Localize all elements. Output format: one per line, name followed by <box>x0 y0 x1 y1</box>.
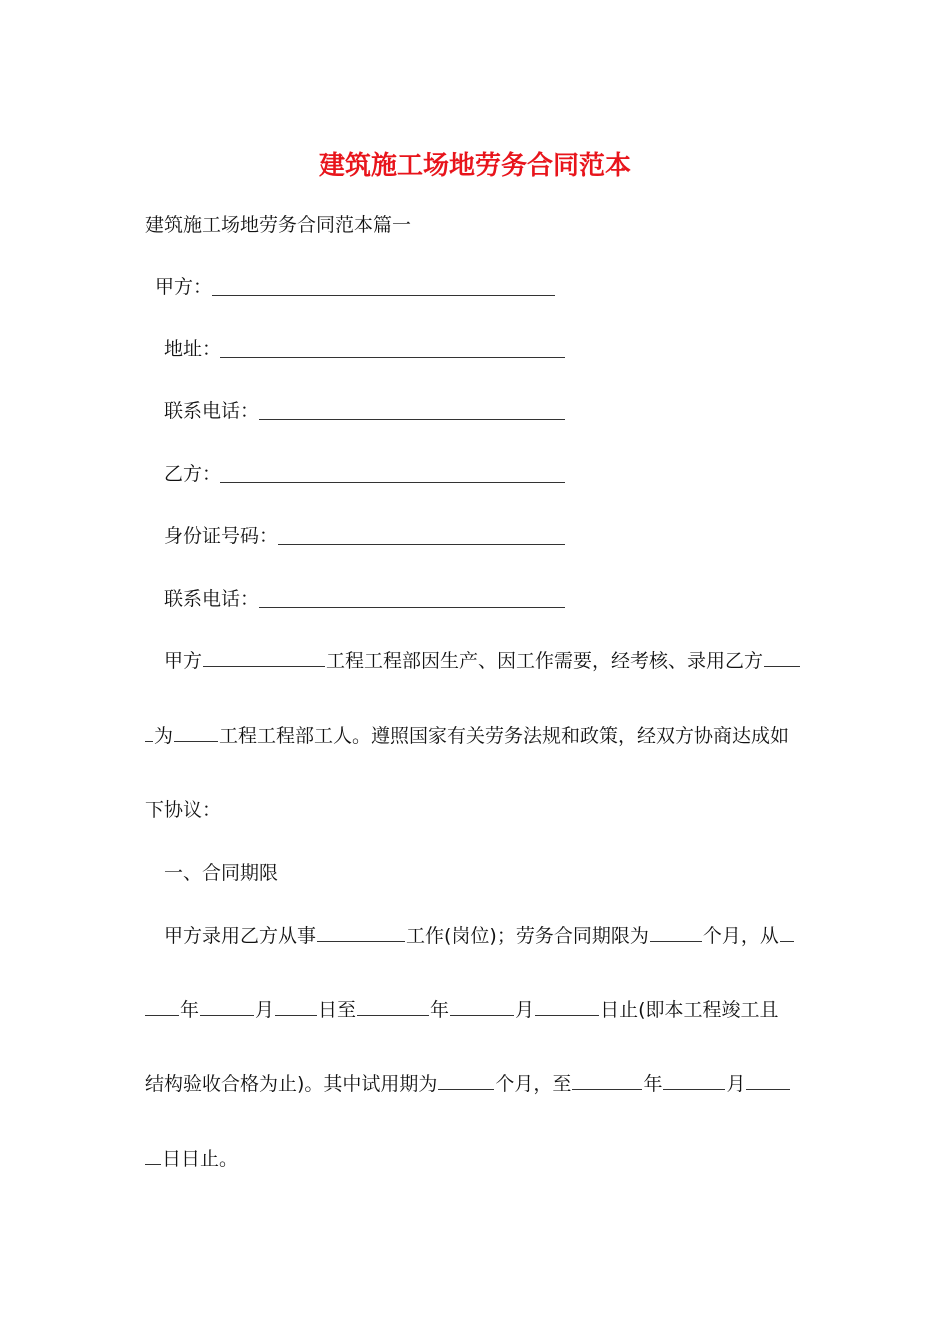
para2-text-n: 日日止。 <box>162 1148 239 1170</box>
paragraph-2-line-4 <box>145 1150 238 1169</box>
blank-line <box>145 1014 179 1016</box>
paragraph-1-line-3: 下协议： <box>145 799 222 821</box>
para1-text-b: 工程工程部因生产、因工作需要，经考核、录用乙方 <box>326 650 764 672</box>
blank-line <box>200 1014 254 1016</box>
para2-text-k: 个月，至 <box>495 1073 572 1095</box>
blank-line <box>535 1014 599 1016</box>
blank-line <box>145 1163 161 1165</box>
para2-text-e: 月 <box>255 999 275 1021</box>
field-address-line <box>220 357 565 358</box>
para1-text-d: 工程工程部工人。遵照国家有关劳务法规和政策，经双方协商达成如 <box>219 725 790 747</box>
document-title: 建筑施工场地劳务合同范本 <box>318 151 631 181</box>
para1-text-a: 甲方 <box>164 650 203 672</box>
field-party-b-line <box>220 482 565 483</box>
para2-text-b: 工作(岗位)；劳务合同期限为 <box>406 925 649 947</box>
blank-line <box>780 940 794 942</box>
blank-line <box>275 1014 317 1016</box>
field-id-number-line <box>278 544 565 545</box>
blank-line <box>438 1088 494 1090</box>
paragraph-2-line-2 <box>145 1001 779 1020</box>
blank-line <box>650 940 702 942</box>
field-phone-b-line <box>259 607 565 608</box>
para2-text-f: 日至 <box>318 999 357 1021</box>
para2-text-i: 日止(即本工程竣工且 <box>600 999 779 1021</box>
field-address-label: 地址： <box>164 338 222 360</box>
blank-line <box>746 1088 790 1090</box>
field-party-a-line <box>212 295 555 296</box>
paragraph-2-line-3 <box>145 1075 791 1094</box>
para2-text-l: 年 <box>643 1073 663 1095</box>
para1-text-c: 为 <box>154 725 174 747</box>
para2-text-a: 甲方录用乙方从事 <box>164 925 317 947</box>
blank-line <box>663 1088 725 1090</box>
blank-line <box>357 1014 429 1016</box>
blank-line <box>450 1014 514 1016</box>
para2-text-h: 月 <box>515 999 535 1021</box>
document-subtitle: 建筑施工场地劳务合同范本篇一 <box>145 214 412 236</box>
field-party-b-label: 乙方： <box>164 463 222 485</box>
para2-text-d: 年 <box>180 999 200 1021</box>
blank-line <box>572 1088 642 1090</box>
blank-line <box>317 940 405 942</box>
paragraph-1-line-1 <box>164 652 801 671</box>
paragraph-2-line-1 <box>164 927 795 946</box>
blank-line <box>145 740 153 742</box>
field-phone-b-label: 联系电话： <box>164 588 260 610</box>
blank-line <box>203 665 325 667</box>
section-1-heading: 一、合同期限 <box>164 862 279 884</box>
blank-line <box>764 665 800 667</box>
field-phone-a-line <box>259 419 565 420</box>
field-party-a-label: 甲方： <box>155 276 213 298</box>
para2-text-m: 月 <box>726 1073 746 1095</box>
para2-text-g: 年 <box>430 999 450 1021</box>
blank-line <box>174 740 218 742</box>
paragraph-1-line-2 <box>145 727 789 746</box>
field-phone-a-label: 联系电话： <box>164 400 260 422</box>
para2-text-c: 个月，从 <box>702 925 779 947</box>
para2-text-j: 结构验收合格为止)。其中试用期为 <box>145 1073 438 1095</box>
field-id-number-label: 身份证号码： <box>164 525 279 547</box>
